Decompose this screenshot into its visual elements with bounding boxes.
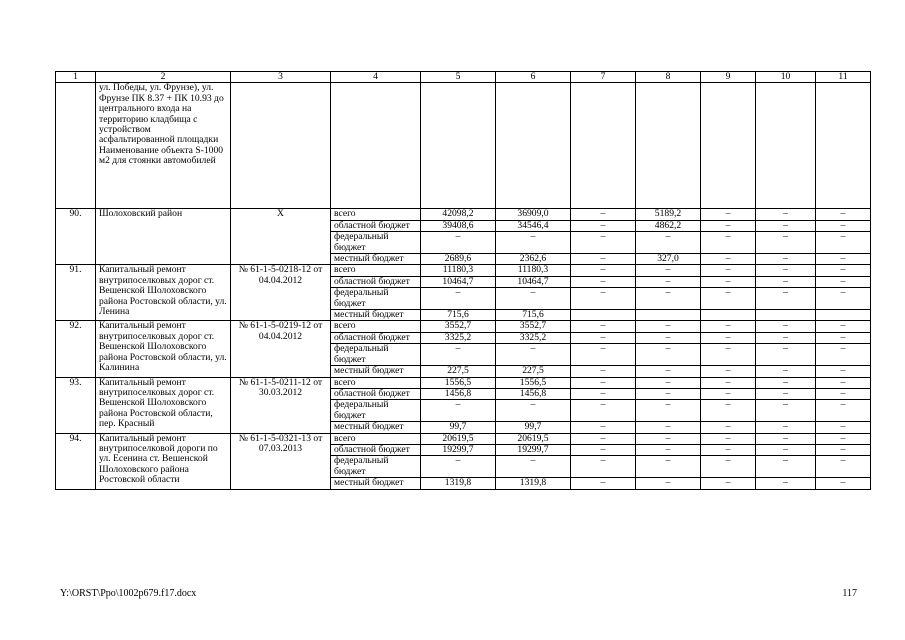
budget-table (55, 71, 871, 490)
value-cell: 5189,2 (636, 209, 701, 220)
object-name-cell: Шолоховский район (96, 209, 231, 265)
value-cell: – (571, 276, 636, 287)
value-cell (816, 310, 871, 321)
value-cell: 39408,6 (421, 220, 496, 231)
value-cell: – (636, 433, 701, 444)
value-cell: – (701, 478, 756, 489)
funding-source-cell: федеральный бюджет (331, 400, 421, 422)
value-cell: – (571, 321, 636, 332)
value-cell: 99,7 (421, 422, 496, 433)
value-cell: – (756, 321, 816, 332)
value-cell: 19299,7 (496, 444, 571, 455)
empty-cell (231, 83, 331, 209)
header-cell: 11 (816, 72, 871, 83)
value-cell: 715,6 (496, 310, 571, 321)
table-row (56, 209, 871, 220)
empty-cell (421, 83, 496, 209)
empty-cell (331, 83, 421, 209)
object-name-cell: Капитальный ремонт внутрипоселковой дороги по ул. Есенина ст. Вешенской Шолоховского района Ростовской области (96, 433, 231, 489)
value-cell: – (756, 332, 816, 343)
value-cell: – (816, 444, 871, 455)
value-cell: – (756, 276, 816, 287)
value-cell: 42098,2 (421, 209, 496, 220)
value-cell: – (571, 444, 636, 455)
value-cell: – (701, 366, 756, 377)
object-name-cell: Капитальный ремонт внутрипоселковых дорог ст. Вешенской Шолоховского района Ростовской области, пер. Красный (96, 377, 231, 433)
value-cell: – (636, 444, 701, 455)
header-cell: 7 (571, 72, 636, 83)
value-cell: – (636, 388, 701, 399)
value-cell: 11180,3 (421, 265, 496, 276)
empty-cell (636, 83, 701, 209)
value-cell: – (756, 478, 816, 489)
value-cell: – (756, 220, 816, 231)
value-cell: 2362,6 (496, 254, 571, 265)
funding-source-cell: всего (331, 209, 421, 220)
funding-source-cell: федеральный бюджет (331, 456, 421, 478)
value-cell: – (496, 400, 571, 422)
value-cell: – (701, 377, 756, 388)
value-cell: – (756, 254, 816, 265)
value-cell: – (816, 377, 871, 388)
funding-source-cell: всего (331, 265, 421, 276)
value-cell: – (756, 288, 816, 310)
value-cell: – (496, 344, 571, 366)
value-cell: – (571, 433, 636, 444)
value-cell: – (756, 400, 816, 422)
value-cell: 715,6 (421, 310, 496, 321)
funding-source-cell: областной бюджет (331, 388, 421, 399)
header-cell: 3 (231, 72, 331, 83)
funding-source-cell: федеральный бюджет (331, 288, 421, 310)
empty-cell (701, 83, 756, 209)
value-cell: – (421, 288, 496, 310)
value-cell: 1456,8 (421, 388, 496, 399)
value-cell: – (421, 400, 496, 422)
empty-cell (571, 83, 636, 209)
value-cell: – (571, 209, 636, 220)
value-cell: – (816, 400, 871, 422)
funding-source-cell: местный бюджет (331, 254, 421, 265)
value-cell: – (816, 422, 871, 433)
value-cell: – (701, 220, 756, 231)
value-cell: – (636, 288, 701, 310)
value-cell: 4862,2 (636, 220, 701, 231)
value-cell: – (816, 456, 871, 478)
header-row (56, 72, 871, 83)
funding-source-cell: областной бюджет (331, 444, 421, 455)
value-cell: – (571, 366, 636, 377)
funding-source-cell: местный бюджет (331, 422, 421, 433)
header-cell: 4 (331, 72, 421, 83)
value-cell: 1556,5 (421, 377, 496, 388)
value-cell: – (571, 254, 636, 265)
value-cell: – (816, 288, 871, 310)
value-cell: – (636, 232, 701, 254)
value-cell: – (636, 332, 701, 343)
header-cell: 1 (56, 72, 96, 83)
document-cell: № 61-1-5-0211-12 от 30.03.2012 (231, 377, 331, 433)
value-cell: – (701, 288, 756, 310)
object-name-cell: Капитальный ремонт внутрипоселковых дорог ст. Вешенской Шолоховского района Ростовской области, ул. Ленина (96, 265, 231, 321)
value-cell: – (701, 276, 756, 287)
value-cell: – (756, 232, 816, 254)
funding-source-cell: областной бюджет (331, 332, 421, 343)
row-number-cell: 90. (56, 209, 96, 265)
value-cell: 3325,2 (421, 332, 496, 343)
value-cell: – (816, 220, 871, 231)
value-cell: – (816, 344, 871, 366)
value-cell: – (816, 209, 871, 220)
value-cell: – (816, 265, 871, 276)
value-cell: – (816, 433, 871, 444)
continuation-row (56, 83, 871, 209)
value-cell: – (816, 254, 871, 265)
value-cell: – (756, 265, 816, 276)
value-cell: 1556,5 (496, 377, 571, 388)
value-cell: – (701, 232, 756, 254)
value-cell: 3325,2 (496, 332, 571, 343)
value-cell: – (701, 422, 756, 433)
value-cell (701, 310, 756, 321)
value-cell: – (636, 366, 701, 377)
value-cell: – (636, 344, 701, 366)
value-cell: – (571, 478, 636, 489)
funding-source-cell: всего (331, 433, 421, 444)
header-cell: 5 (421, 72, 496, 83)
header-cell: 9 (701, 72, 756, 83)
value-cell: 20619,5 (496, 433, 571, 444)
row-number-cell: 91. (56, 265, 96, 321)
value-cell: – (571, 456, 636, 478)
document-cell: № 61-1-5-0218-12 от 04.04.2012 (231, 265, 331, 321)
value-cell: – (636, 400, 701, 422)
value-cell: 20619,5 (421, 433, 496, 444)
table-body (56, 72, 871, 490)
value-cell: – (571, 332, 636, 343)
funding-source-cell: федеральный бюджет (331, 344, 421, 366)
value-cell: – (701, 388, 756, 399)
value-cell: – (636, 478, 701, 489)
funding-source-cell: местный бюджет (331, 310, 421, 321)
row-number-cell: 92. (56, 321, 96, 377)
value-cell: – (421, 232, 496, 254)
value-cell: – (756, 377, 816, 388)
funding-source-cell: всего (331, 321, 421, 332)
value-cell: – (756, 456, 816, 478)
row-number-cell: 94. (56, 433, 96, 489)
value-cell: – (816, 232, 871, 254)
value-cell: 1456,8 (496, 388, 571, 399)
value-cell: – (571, 220, 636, 231)
value-cell: – (571, 422, 636, 433)
document-cell: Х (231, 209, 331, 265)
empty-cell (756, 83, 816, 209)
value-cell: – (701, 344, 756, 366)
document-cell: № 61-1-5-0219-12 от 04.04.2012 (231, 321, 331, 377)
value-cell: – (816, 478, 871, 489)
value-cell: – (571, 265, 636, 276)
value-cell: 34546,4 (496, 220, 571, 231)
table-row (56, 433, 871, 444)
value-cell: – (496, 288, 571, 310)
table-row (56, 321, 871, 332)
header-cell: 8 (636, 72, 701, 83)
value-cell: – (571, 344, 636, 366)
value-cell: – (701, 400, 756, 422)
value-cell: 1319,8 (421, 478, 496, 489)
empty-cell (816, 83, 871, 209)
value-cell: – (701, 332, 756, 343)
value-cell: 227,5 (496, 366, 571, 377)
value-cell: 10464,7 (421, 276, 496, 287)
header-cell: 10 (756, 72, 816, 83)
value-cell: – (816, 276, 871, 287)
empty-cell (496, 83, 571, 209)
file-path: Y:\ORST\Ppo\1002p679.f17.docx (60, 588, 197, 599)
value-cell: – (701, 456, 756, 478)
header-cell: 2 (96, 72, 231, 83)
value-cell: 19299,7 (421, 444, 496, 455)
value-cell: – (421, 456, 496, 478)
value-cell: – (756, 344, 816, 366)
value-cell: – (701, 265, 756, 276)
value-cell: – (636, 422, 701, 433)
value-cell: – (701, 254, 756, 265)
funding-source-cell: федеральный бюджет (331, 232, 421, 254)
value-cell: 99,7 (496, 422, 571, 433)
value-cell: – (571, 232, 636, 254)
table-row (56, 265, 871, 276)
value-cell: – (756, 422, 816, 433)
value-cell: – (636, 456, 701, 478)
value-cell: – (636, 276, 701, 287)
value-cell: – (701, 321, 756, 332)
value-cell: – (816, 332, 871, 343)
value-cell: – (701, 444, 756, 455)
value-cell (636, 310, 701, 321)
value-cell: – (701, 209, 756, 220)
value-cell (756, 310, 816, 321)
value-cell: – (571, 400, 636, 422)
value-cell: 3552,7 (496, 321, 571, 332)
funding-source-cell: областной бюджет (331, 220, 421, 231)
empty-cell (56, 83, 96, 209)
value-cell: – (496, 456, 571, 478)
value-cell: 11180,3 (496, 265, 571, 276)
document-cell: № 61-1-5-0321-13 от 07.03.2013 (231, 433, 331, 489)
header-cell: 6 (496, 72, 571, 83)
value-cell: – (816, 366, 871, 377)
value-cell: 227,5 (421, 366, 496, 377)
value-cell: – (756, 444, 816, 455)
value-cell: – (496, 232, 571, 254)
page-number: 117 (842, 588, 857, 599)
row-number-cell: 93. (56, 377, 96, 433)
value-cell: – (756, 366, 816, 377)
value-cell: – (421, 344, 496, 366)
value-cell: 2689,6 (421, 254, 496, 265)
funding-source-cell: областной бюджет (331, 276, 421, 287)
value-cell: 1319,8 (496, 478, 571, 489)
value-cell: 3552,7 (421, 321, 496, 332)
value-cell (571, 310, 636, 321)
value-cell: – (701, 433, 756, 444)
object-name-cell: Капитальный ремонт внутрипоселковых дорог ст. Вешенской Шолоховского района Ростовской области, ул. Калинина (96, 321, 231, 377)
value-cell: – (571, 288, 636, 310)
value-cell: – (756, 388, 816, 399)
value-cell: – (636, 377, 701, 388)
value-cell: 36909,0 (496, 209, 571, 220)
table-row (56, 377, 871, 388)
value-cell: – (816, 388, 871, 399)
value-cell: – (571, 377, 636, 388)
value-cell: – (756, 209, 816, 220)
object-name-cell: ул. Победы, ул. Фрунзе), ул. Фрунзе ПК 8.37 + ПК 10.93 до центрального входа на территорию кладбища с устройством асфальтированной площадки Наименование объекта S-1000 м2 для стоянки автомобилей (96, 83, 231, 209)
value-cell: – (816, 321, 871, 332)
value-cell: – (636, 321, 701, 332)
funding-source-cell: местный бюджет (331, 478, 421, 489)
value-cell: 327,0 (636, 254, 701, 265)
funding-source-cell: всего (331, 377, 421, 388)
funding-source-cell: местный бюджет (331, 366, 421, 377)
value-cell: – (571, 388, 636, 399)
value-cell: – (756, 433, 816, 444)
value-cell: 10464,7 (496, 276, 571, 287)
value-cell: – (636, 265, 701, 276)
